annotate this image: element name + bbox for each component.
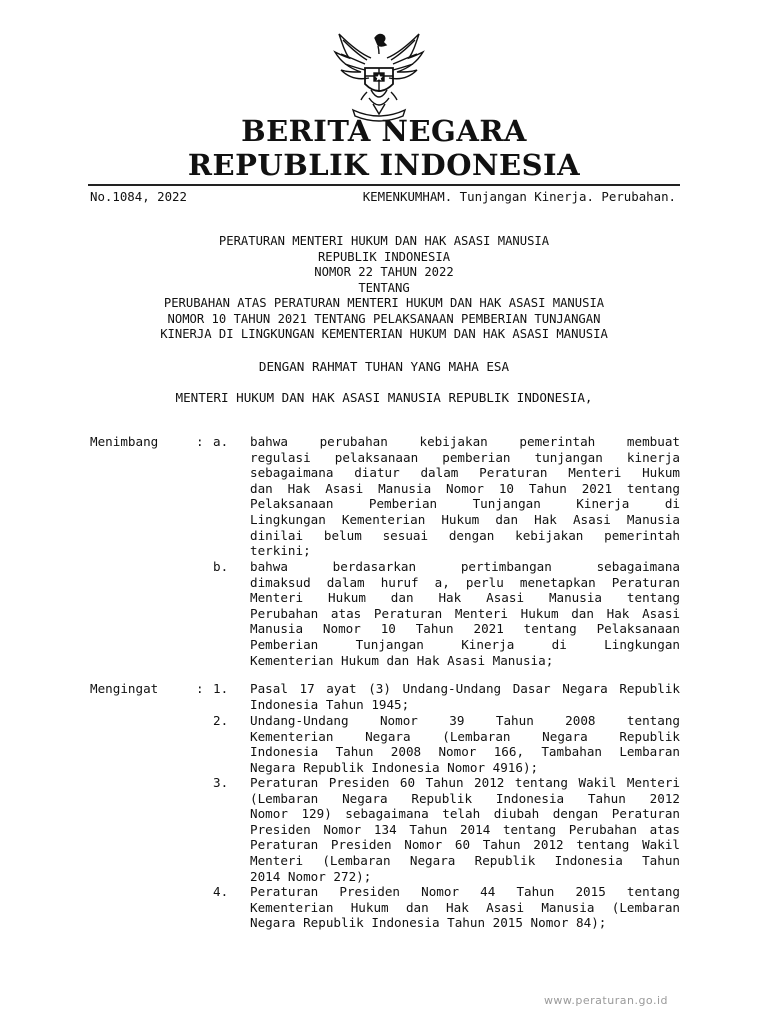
masthead-title: BERITA NEGARA <box>241 114 527 148</box>
paragraph-line: Peraturan Presiden 60 Tahun 2012 tentang Wakil Menteri <box>250 775 680 790</box>
mengingat-marker-4: 4. <box>213 884 229 899</box>
paragraph-line: Undang-Undang Nomor 39 Tahun 2008 tentang <box>250 713 680 728</box>
paragraph-line: Indonesia Tahun 1945; <box>250 696 410 712</box>
mengingat-item-2 <box>250 713 680 775</box>
menimbang-item-b <box>250 559 680 668</box>
menimbang-label: Menimbang <box>90 434 159 449</box>
paragraph-line: Pemberian Tunjangan Kinerja di Lingkungan <box>250 636 680 652</box>
mengingat-item-3 <box>250 775 680 884</box>
mengingat-label: Mengingat <box>90 681 159 696</box>
menimbang-item-a <box>250 434 680 559</box>
garuda-emblem-icon <box>331 28 427 124</box>
header-divider <box>88 184 680 186</box>
paragraph-line: Menteri (Lembaran Negara Republik Indonesia Tahun <box>250 852 680 868</box>
paragraph-line: Nomor 129) sebagaimana telah diubah dengan Peraturan <box>250 806 680 822</box>
paragraph-line: Kementerian Hukum dan Hak Asasi Manusia (Lembaran <box>250 899 680 915</box>
paragraph-line: Manusia Nomor 10 Tahun 2021 tentang Pelaksanaan <box>250 621 680 637</box>
rahmat-line: DENGAN RAHMAT TUHAN YANG MAHA ESA <box>258 359 510 374</box>
regulation-title <box>88 234 680 343</box>
title-line: NOMOR 22 TAHUN 2022 <box>314 265 454 279</box>
paragraph-line: dinilai belum sesuai dengan kebijakan pemerintah <box>250 527 680 543</box>
paragraph-line: Peraturan Presiden Nomor 44 Tahun 2015 tentang <box>250 884 680 899</box>
paragraph-line: bahwa perubahan kebijakan pemerintah membuat <box>250 434 680 449</box>
paragraph-line: sebagaimana diatur dalam Peraturan Menteri Hukum <box>250 465 680 481</box>
title-line: KINERJA DI LINGKUNGAN KEMENTERIAN HUKUM DAN HAK ASASI MANUSIA <box>160 327 608 341</box>
mengingat-item-1 <box>250 681 680 712</box>
paragraph-line: Kementerian Hukum dan Hak Asasi Manusia; <box>250 652 554 668</box>
menimbang-marker-b: b. <box>213 559 229 574</box>
menimbang-marker-a: a. <box>213 434 229 449</box>
mengingat-marker-3: 3. <box>213 775 229 790</box>
paragraph-line: Negara Republik Indonesia Nomor 4916); <box>250 759 539 775</box>
mengingat-colon: : <box>196 681 204 696</box>
paragraph-line: terkini; <box>250 543 311 559</box>
title-line: PERATURAN MENTERI HUKUM DAN HAK ASASI MANUSIA <box>218 234 550 248</box>
menimbang-colon: : <box>196 434 204 449</box>
paragraph-line: dimaksud dalam huruf a, perlu menetapkan Peraturan <box>250 574 680 590</box>
paragraph-line: Pasal 17 ayat (3) Undang-Undang Dasar Negara Republik <box>250 681 680 696</box>
mengingat-marker-2: 2. <box>213 713 229 728</box>
paragraph-line: (Lembaran Negara Republik Indonesia Tahun 2012 <box>250 790 680 806</box>
paragraph-line: Kementerian Negara (Lembaran Negara Republik <box>250 728 680 744</box>
gazette-number: No.1084, 2022 <box>90 189 187 204</box>
paragraph-line: Negara Republik Indonesia Tahun 2015 Nomor 84); <box>250 915 607 931</box>
paragraph-line: dan Hak Asasi Manusia Nomor 10 Tahun 2021 tentang <box>250 480 680 496</box>
title-line: REPUBLIK INDONESIA <box>317 249 451 264</box>
paragraph-line: Pelaksanaan Pemberian Tunjangan Kinerja di <box>250 496 680 512</box>
mengingat-item-4 <box>250 884 680 931</box>
title-line: NOMOR 10 TAHUN 2021 TENTANG PELAKSANAAN PEMBERIAN TUNJANGAN <box>167 311 601 326</box>
paragraph-line: Lingkungan Kementerian Hukum dan Hak Asasi Manusia <box>250 511 680 527</box>
website-watermark: www.peraturan.go.id <box>543 994 668 1007</box>
title-line: PERUBAHAN ATAS PERATURAN MENTERI HUKUM DAN HAK ASASI MANUSIA <box>163 296 605 310</box>
gazette-subject: KEMENKUMHAM. Tunjangan Kinerja. Perubahan. <box>362 189 676 204</box>
paragraph-line: Peraturan Presiden Nomor 60 Tahun 2012 tentang Wakil <box>250 837 680 853</box>
paragraph-line: Presiden Nomor 134 Tahun 2014 tentang Perubahan atas <box>250 821 680 837</box>
paragraph-line: Menteri Hukum dan Hak Asasi Manusia tentang <box>250 590 680 606</box>
paragraph-line: 2014 Nomor 272); <box>250 868 372 884</box>
masthead-subtitle: REPUBLIK INDONESIA <box>187 148 581 182</box>
paragraph-line: regulasi pelaksanaan pemberian tunjangan kinerja <box>250 449 680 465</box>
paragraph-line: Perubahan atas Peraturan Menteri Hukum dan Hak Asasi <box>250 605 680 621</box>
mengingat-marker-1: 1. <box>213 681 229 696</box>
title-line: TENTANG <box>358 280 410 295</box>
menteri-line: MENTERI HUKUM DAN HAK ASASI MANUSIA REPUBLIK INDONESIA, <box>175 390 593 405</box>
paragraph-line: bahwa berdasarkan pertimbangan sebagaimana <box>250 559 680 574</box>
paragraph-line: Indonesia Tahun 2008 Nomor 166, Tambahan Lembaran <box>250 744 680 760</box>
